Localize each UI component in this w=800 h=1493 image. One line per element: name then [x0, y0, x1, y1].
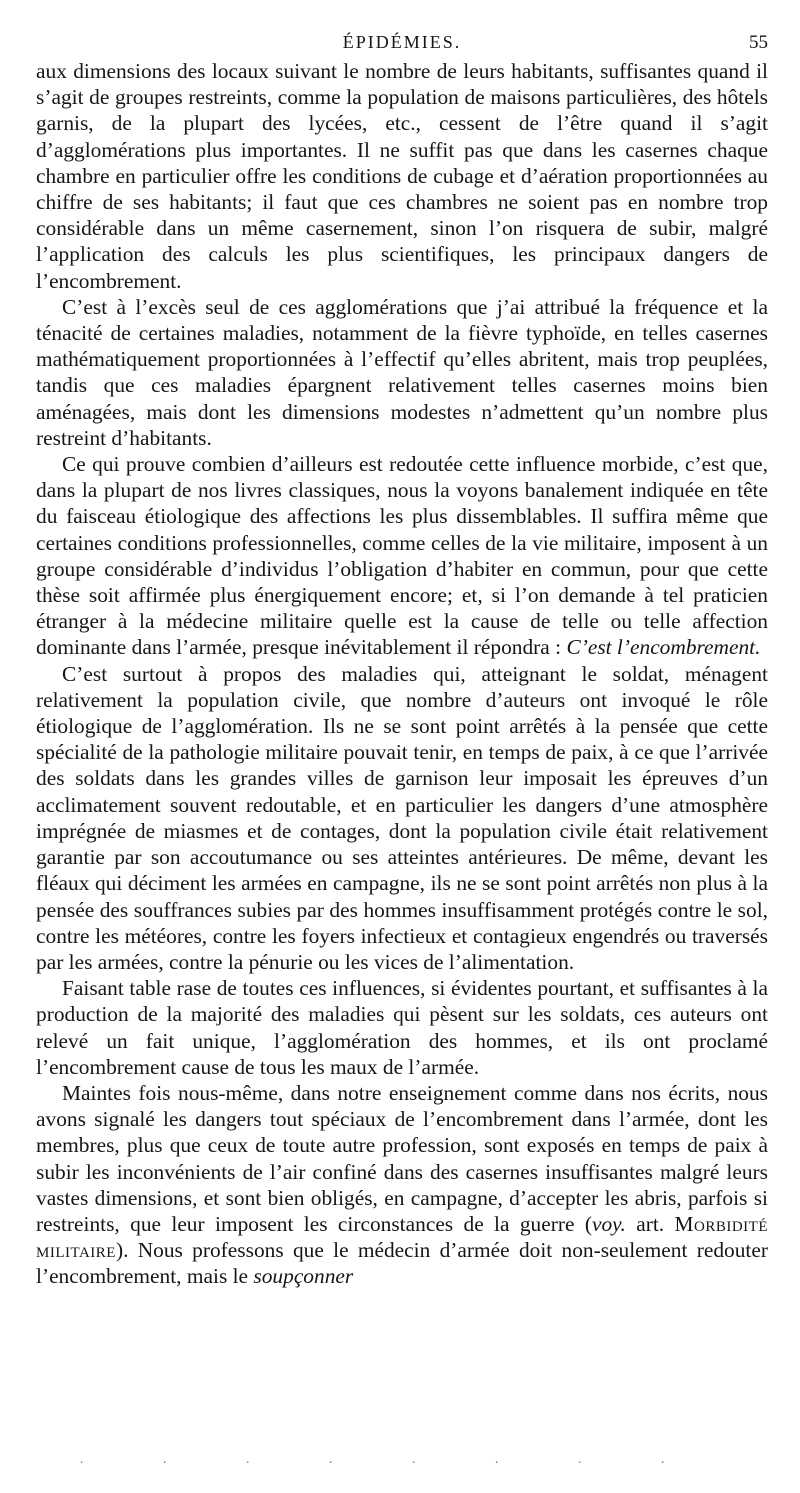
paragraph-5 [36, 975, 768, 1080]
page-number: 55 [749, 32, 768, 53]
running-title: ÉPIDÉMIES. [342, 32, 462, 52]
paragraph-text: Maintes fois nous-même, dans notre enseignement comme dans nos écrits, nous avons signalé les dangers tout spéciaux de l’encombrement dans l’armée, dont les membres, plus que ceux de toute autre profession, sont exposés en temps de paix à subir les inconvénients de l’air confiné dans des casernes insuffisantes malgré leurs vastes dimensions, et sont bien obligés, en campagne, d’accepter les abris, parfois si restreints, que leur imposent les circonstances de la guerre ( [36, 1080, 768, 1236]
paragraph-text-continued: ). Nous professons que le médecin d’armée doit non-seulement redouter l’encombrement, mais le [36, 1238, 768, 1289]
paragraph-text: C’est à l’excès seul de ces agglomérations que j’ai attribué la fréquence et la ténacité de certaines maladies, notamment de la fièvre typhoïde, en telles casernes mathématiquement proportionnées à l’effectif qu’elles abritent, mais trop peuplées, tandis que ces maladies épargnent relativement telles casernes moins bien aménagées, mais dont les dimensions modestes n’admettent qu’un nombre plus restreint d’habitants. [36, 294, 768, 450]
paragraph-3 [36, 451, 768, 661]
paragraph-text: C’est surtout à propos des maladies qui, atteignant le soldat, ménagent relativement la population civile, que nombre d’auteurs ont invoqué le rôle étiologique de l’agglomération. Ils ne se sont point arrêtés à la pensée que cette spécialité de la pathologie militaire pouvait tenir, en temps de paix, à ce que l’arrivée des soldats dans les grandes villes de garnison leur imposait les épreuves d’un acclimatement souvent redoutable, et en particulier les dangers d’une atmosphère imprégnée de miasmes et de contages, dont la population civile était relativement garantie par son accoutumance ou ses atteintes antérieures. De même, devant les fléaux qui déciment les armées en campagne, ils ne se sont point arrêtés non plus à la pensée des souffrances subies par des hommes insuffisamment protégés contre le sol, contre les météores, contre les foyers infectieux et contagieux engendrés ou traversés par les armées, contre la pénurie ou les vices de l’alimentation. [36, 661, 768, 974]
italic-final-word: soupçonner [253, 1264, 354, 1289]
paragraph-1 [36, 58, 768, 294]
cross-reference-smallcaps: Morbidité militaire [36, 1211, 768, 1263]
paragraph-6 [36, 1080, 768, 1290]
italic-quote: C’est l’encombrement. [566, 635, 761, 660]
footer-print-marks: . . . . . . . . [80, 1452, 703, 1467]
running-head [36, 28, 768, 58]
voy-abbreviation: voy. [591, 1211, 626, 1236]
paragraph-4 [36, 661, 768, 975]
body-text [36, 58, 768, 1290]
paragraph-text: aux dimensions des locaux suivant le nombre de leurs habitants, suffisantes quand il s’agit de groupes restreints, comme la population de maisons particulières, des hôtels garnis, de la plupart des lycées, etc., cessent de l’être quand il s’agit d’agglomérations plus importantes. Il ne suffit pas que dans les casernes chaque chambre en particulier offre les conditions de cubage et d’aération proportionnées au chiffre de ses habitants; il faut que ces chambres ne soient pas en nombre trop considérable dans un même casernement, sinon l’on risquera de subir, malgré l’application des calculs les plus scientifiques, les principaux dangers de l’encombrement. [36, 59, 768, 293]
paragraph-text: Faisant table rase de toutes ces influences, si évidentes pourtant, et suffisantes à la production de la majorité des maladies qui pèsent sur les soldats, ces auteurs ont relevé un fait unique, l’agglomération des hommes, et ils ont proclamé l’encombrement cause de tous les maux de l’armée. [36, 976, 768, 1079]
paragraph-2 [36, 294, 768, 451]
art-abbreviation: art. [625, 1211, 675, 1236]
book-page [36, 28, 768, 1290]
paragraph-text: Ce qui prouve combien d’ailleurs est redoutée cette influence morbide, c’est que, dans la plupart de nos livres classiques, nous la voyons banalement indiquée en tête du faisceau étiologique des affections les plus dissemblables. Il suffira même que certaines conditions professionnelles, comme celles de la vie militaire, imposent à un groupe considérable d’individus l’obligation d’habiter en commun, pour que cette thèse soit affirmée plus énergiquement encore; et, si l’on demande à tel praticien étranger à la médecine militaire quelle est la cause de telle ou telle affection dominante dans l’armée, presque inévitablement il répondra : [36, 452, 768, 660]
